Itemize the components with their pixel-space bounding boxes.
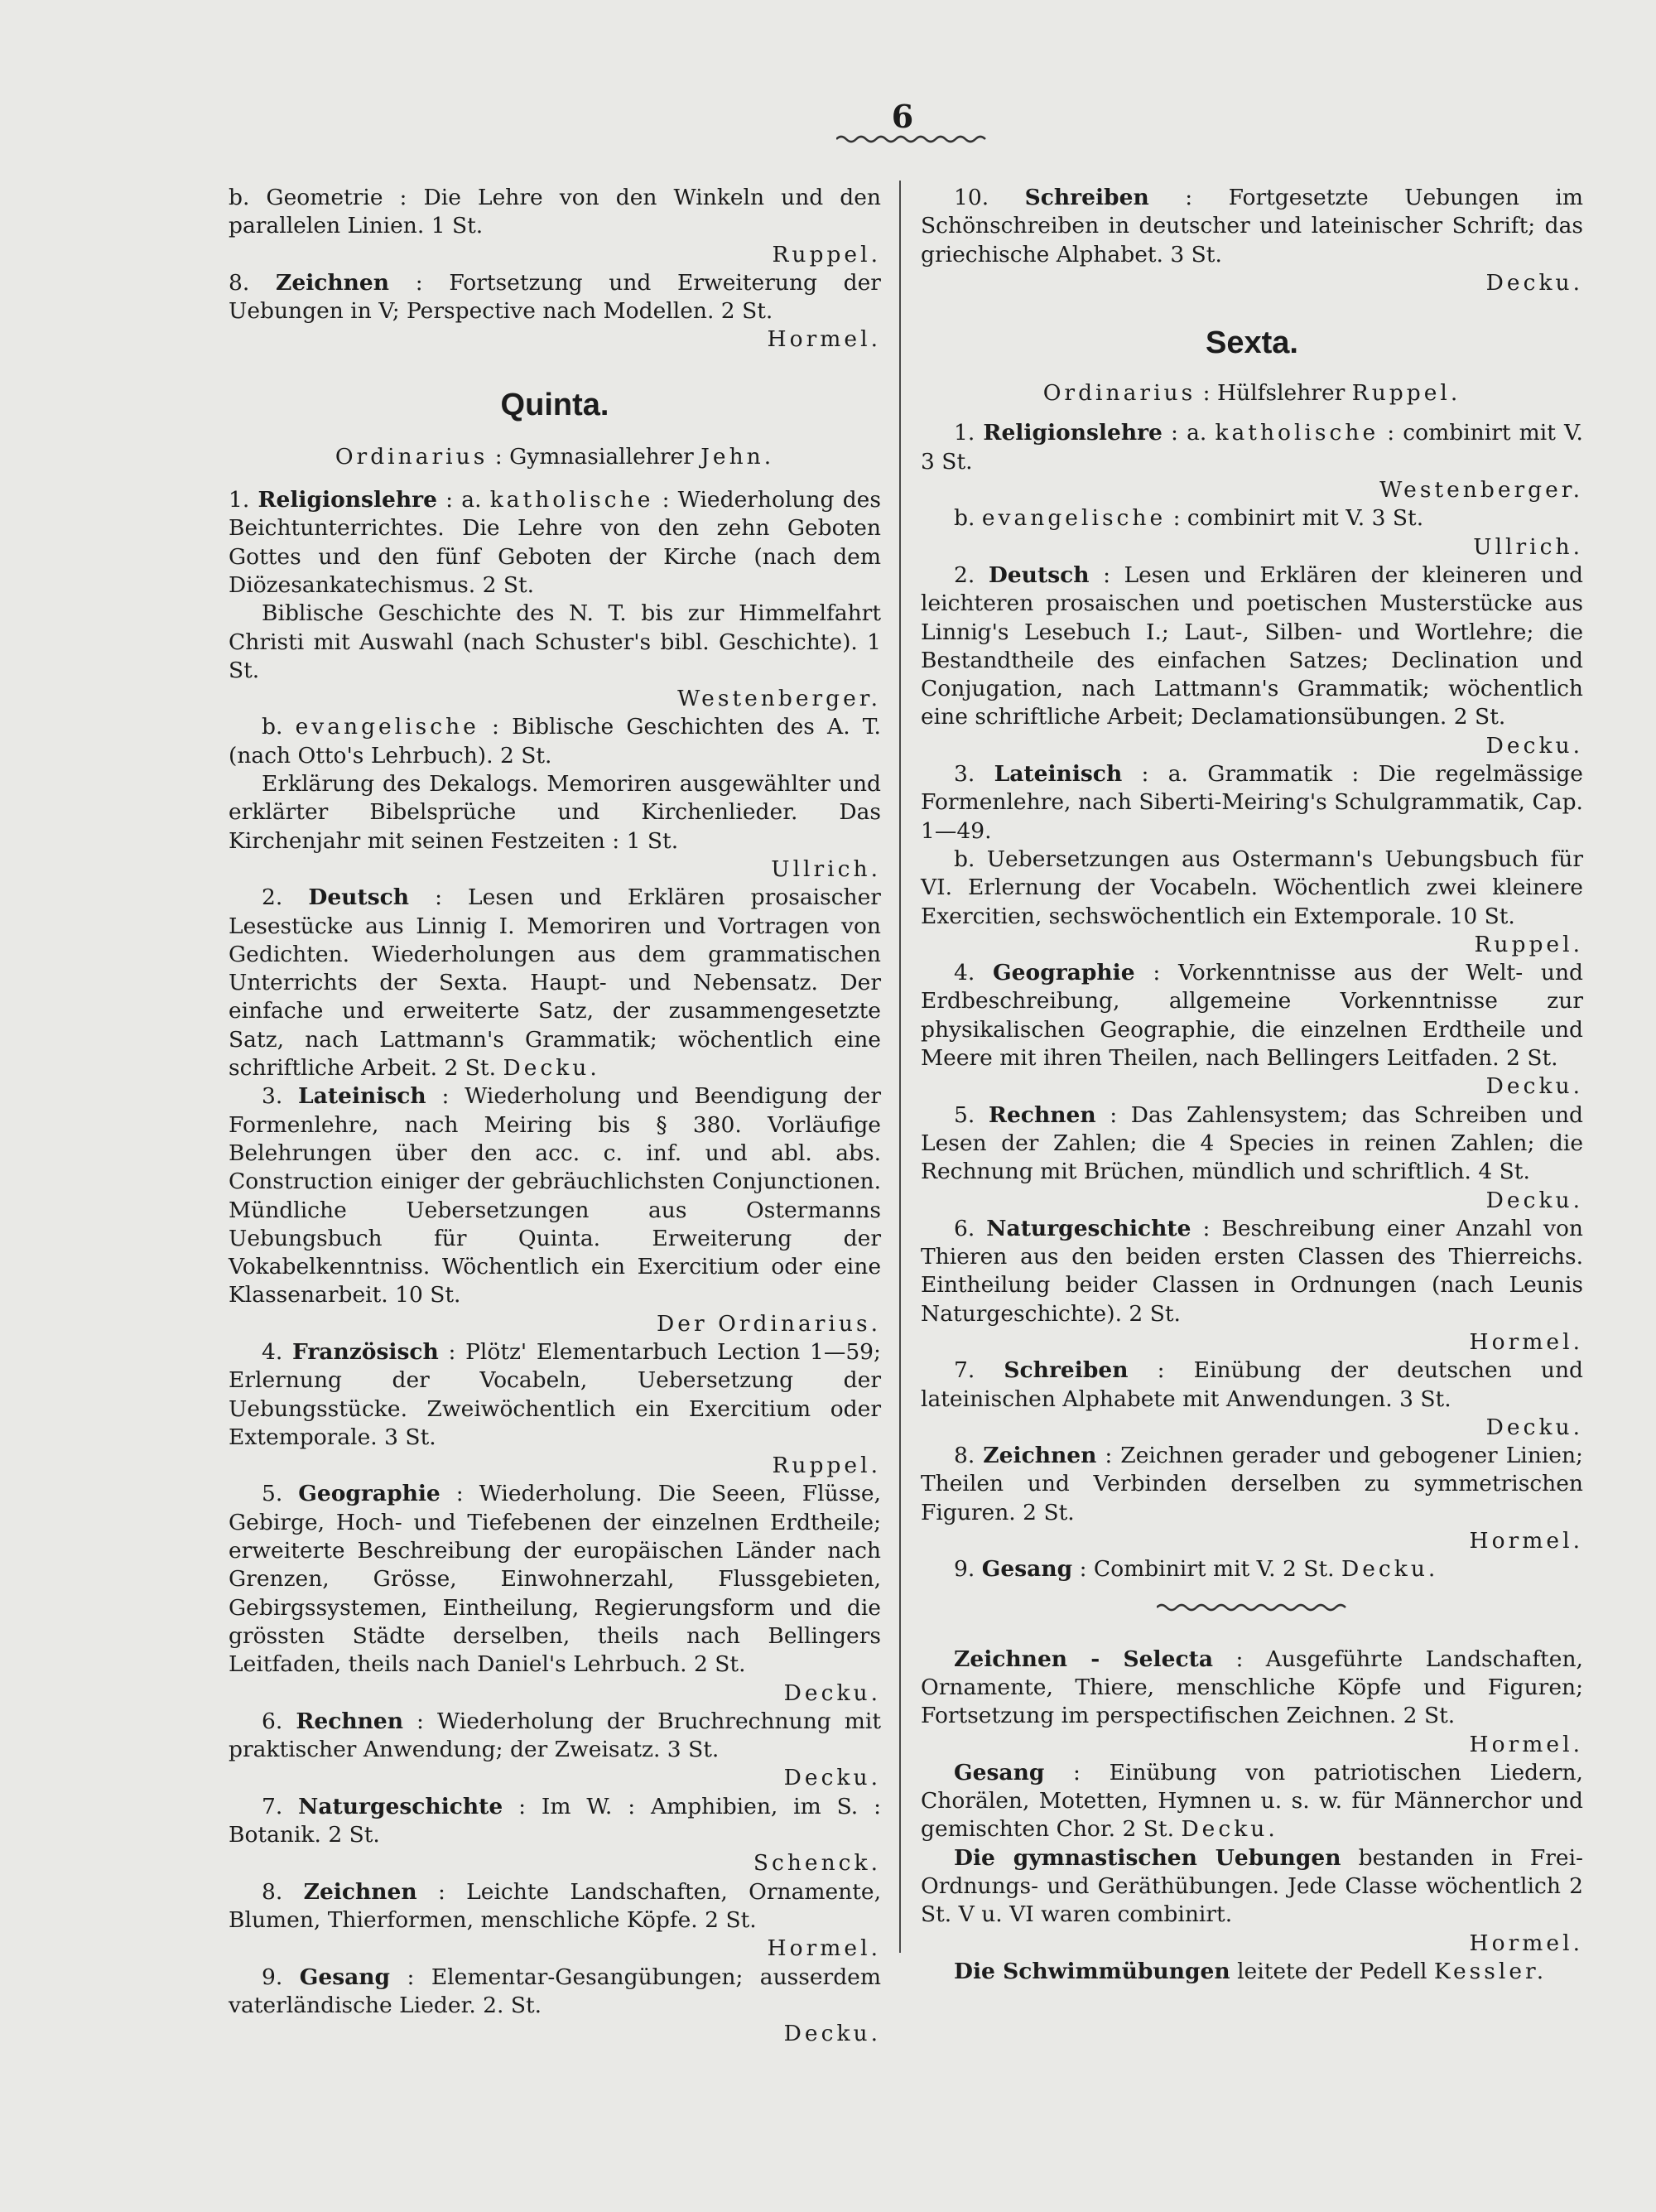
column-divider: [899, 181, 901, 1953]
gesang-chor: Gesang : Einübung von patriotischen Liedern, Chorälen, Motetten, Hymnen u. s. w. für Männerchor und gemischten Chor. 2 St. Decku.: [921, 1759, 1583, 1843]
sexta-ordinarius: Ordinarius : Hülfslehrer Ruppel.: [1042, 380, 1461, 407]
teacher-name: Decku.: [783, 2021, 881, 2047]
sexta-naturgeschichte: 6. Naturgeschichte : Beschreibung einer Anzahl von Thieren aus den beiden ersten Classen des Thierreichs. Eintheilung beider Classen in Ordnungen (nach Leunis Naturgeschichte). 2 St.: [921, 1215, 1583, 1327]
quinta-naturgeschichte: 7. Naturgeschichte : Im W. : Amphibien, im S. : Botanik. 2 St.: [229, 1793, 881, 1848]
sexta-lateinisch: 3. Lateinisch : a. Grammatik : Die regelmässige Formenlehre, nach Siberti-Meiring's Schulgrammatik, Cap. 1—49.: [921, 761, 1583, 844]
quinta-deutsch: 2. Deutsch : Lesen und Erklären prosaischer Lesestücke aus Linnig I. Memoriren und Vortragen von Gedichten. Wiederholungen aus dem grammatischen Unterrichts der Sexta. Haupt- und Nebensatz. Der einfache und erweiterte Satz, der zusammengesetzte Satz, nach Lattmann's Grammatik; wöchentlich eine schriftliche Arbeit. 2 St. Decku.: [229, 884, 881, 1082]
teacher-name: Der Ordinarius.: [657, 1310, 881, 1337]
quinta-geographie: 5. Geographie : Wiederholung. Die Seeen, Flüsse, Gebirge, Hoch- und Tiefebenen der einzelnen Erdtheile; erweiterte Beschreibung der europäischen Länder nach Grenzen, Grösse, Einwohnerzahl, Flussgebieten, Gebirgssystemen, Eintheilung, Regierungsform und die grössten Städte derselben, theils nach Bellingers Leitfaden, theils nach Daniel's Lehrbuch. 2 St.: [229, 1481, 881, 1678]
page-number: 6: [891, 98, 914, 135]
teacher-name: Ruppel.: [772, 1453, 881, 1479]
right-column: [921, 184, 1583, 1986]
teacher-name: Hormel.: [767, 326, 881, 353]
teacher-name: Hormel.: [1469, 1731, 1583, 1757]
quinta-religion-evang: b. evangelische : Biblische Geschichten des A. T. (nach Otto's Lehrbuch). 2 St.: [229, 714, 881, 769]
sexta-religion-evang: b. evangelische : combinirt mit V. 3 St.: [954, 505, 1424, 532]
teacher-name: Ullrich.: [1473, 533, 1583, 560]
teacher-name: Decku.: [783, 1679, 881, 1706]
sexta-deutsch: 2. Deutsch : Lesen und Erklären der kleineren und leichteren prosaischen und poetischen Musterstücke aus Linnig's Lesebuch I.; Laut-, Silben- und Wortlehre; die Bestandtheile des einfachen Satzes; Declination und Conjugation, nach Lattmann's Grammatik; wöchentlich eine schriftliche Arbeit; Declamationsübungen. 2 St.: [921, 561, 1583, 730]
teacher-name: Ruppel.: [772, 241, 881, 267]
quinta-lateinisch: 3. Lateinisch : Wiederholung und Beendigung der Formenlehre, nach Meiring bis § 380. Vorläufige Belehrungen über den acc. c. inf. und abl. abs. Construction einiger der gebräuchlichsten Conjunctionen. Mündliche Uebersetzungen aus Ostermanns Uebungsbuch für Quinta. Erweiterung der Vokabelkenntniss. Wöchentlich ein Exercitium oder eine Klassenarbeit. 10 St.: [229, 1083, 881, 1308]
quarta-geometrie: b. Geometrie : Die Lehre von den Winkeln und den parallelen Linien. 1 St.: [229, 185, 881, 239]
sexta-gesang: 9. Gesang : Combinirt mit V. 2 St. Decku.: [954, 1556, 1439, 1583]
quinta-religion-dekalog: Erklärung des Dekalogs. Memoriren ausgewählter und erklärter Bibelsprüche und Kirchenlieder. Das Kirchenjahr mit seinen Festzeiten : 1 St.: [229, 771, 881, 854]
teacher-name: Westenberger.: [1379, 477, 1583, 504]
teacher-name: Hormel.: [767, 1935, 881, 1962]
quinta-schreiben: 10. Schreiben : Fortgesetzte Uebungen im Schönschreiben in deutscher und lateinischer Schrift; das griechische Alphabet. 3 St.: [921, 185, 1583, 267]
quinta-religion-kath: 1. Religionslehre : a. katholische : Wiederholung des Beichtunterrichtes. Die Lehre von den zehn Geboten Gottes und den fünf Geboten der Kirche (nach dem Diözesankatechismus. 2 St.: [229, 487, 881, 598]
wavy-ornament-top: [836, 133, 994, 146]
schwimmuebungen: Die Schwimmübungen leitete der Pedell Kessler.: [954, 1958, 1548, 1984]
quinta-gesang: 9. Gesang : Elementar-Gesangübungen; ausserdem vaterländische Lieder. 2. St.: [229, 1964, 881, 2018]
sexta-rechnen: 5. Rechnen : Das Zahlensystem; das Schreiben und Lesen der Zahlen; die 4 Species in reinen Zahlen; die Rechnung mit Brüchen, mündlich und schriftlich. 4 St.: [921, 1101, 1583, 1185]
teacher-name: Ruppel.: [1474, 931, 1583, 957]
teacher-name: Ullrich.: [771, 855, 881, 882]
sexta-geographie: 4. Geographie : Vorkenntnisse aus der Welt- und Erdbeschreibung, allgemeine Vorkenntnisse zur physikalischen Geographie, die einzelnen Erdtheile und Meere mit ihren Theilen, nach Bellingers Leitfaden. 2 St.: [921, 960, 1583, 1072]
gymnastische-uebungen: Die gymnastischen Uebungen bestanden in Frei-Ordnungs- und Geräthübungen. Jede Classe wöchentlich 2 St. V u. VI waren combinirt.: [921, 1844, 1583, 1928]
teacher-name: Westenberger.: [677, 686, 881, 712]
quinta-religion-bibl: Biblische Geschichte des N. T. bis zur Himmelfahrt Christi mit Auswahl (nach Schuster's bibl. Geschichte). 1 St.: [229, 600, 881, 683]
sexta-schreiben: 7. Schreiben : Einübung der deutschen und lateinischen Alphabete mit Anwendungen. 3 St.: [921, 1357, 1583, 1412]
section-title-sexta: Sexta.: [1206, 325, 1298, 361]
sexta-religion-kath: 1. Religionslehre : a. katholische : combinirt mit V. 3 St.: [921, 420, 1583, 475]
left-column: [229, 184, 881, 2048]
quinta-zeichnen: 8. Zeichnen : Leichte Landschaften, Ornamente, Blumen, Thierformen, menschliche Köpfe. 2 St.: [229, 1878, 881, 1933]
teacher-name: Decku.: [783, 1765, 881, 1791]
wavy-ornament-divider: [1157, 1601, 1347, 1614]
teacher-name: Hormel.: [1469, 1930, 1583, 1956]
teacher-name: Decku.: [1485, 732, 1583, 759]
quarta-zeichnen: 8. Zeichnen : Fortsetzung und Erweiterung der Uebungen in V; Perspective nach Modellen. 2 St.: [229, 269, 881, 325]
teacher-name: Decku.: [1485, 1414, 1583, 1440]
zeichnen-selecta: Zeichnen - Selecta : Ausgeführte Landschaften, Ornamente, Thiere, menschliche Köpfe und Figuren; Fortsetzung im perspectifischen Zeichnen. 2 St.: [921, 1646, 1583, 1729]
teacher-name: Schenck.: [753, 1850, 881, 1877]
teacher-name: Decku.: [1485, 1073, 1583, 1100]
section-title-quinta: Quinta.: [500, 387, 609, 422]
quinta-rechnen: 6. Rechnen : Wiederholung der Bruchrechnung mit praktischer Anwendung; der Zweisatz. 3 St.: [229, 1708, 881, 1763]
sexta-lateinisch-b: b. Uebersetzungen aus Ostermann's Uebungsbuch für VI. Erlernung der Vocabeln. Wöchentlich zwei kleinere Exercitien, sechswöchentlich ein Extemporale. 10 St.: [921, 846, 1583, 929]
teacher-name: Hormel.: [1469, 1528, 1583, 1554]
quinta-franzoesisch: 4. Französisch : Plötz' Elementarbuch Lection 1—59; Erlernung der Vocabeln, Uebersetzung der Uebungsstücke. Zweiwöchentlich ein Exercitium oder Extemporale. 3 St.: [229, 1338, 881, 1450]
teacher-name: Hormel.: [1469, 1328, 1583, 1355]
sexta-zeichnen: 8. Zeichnen : Zeichnen gerader und gebogener Linien; Theilen und Verbinden derselben zu symmetrischen Figuren. 2 St.: [921, 1443, 1583, 1525]
teacher-name: Decku.: [1485, 269, 1583, 296]
quinta-ordinarius: Ordinarius : Gymnasiallehrer Jehn.: [335, 443, 775, 470]
teacher-name: Decku.: [1485, 1187, 1583, 1213]
